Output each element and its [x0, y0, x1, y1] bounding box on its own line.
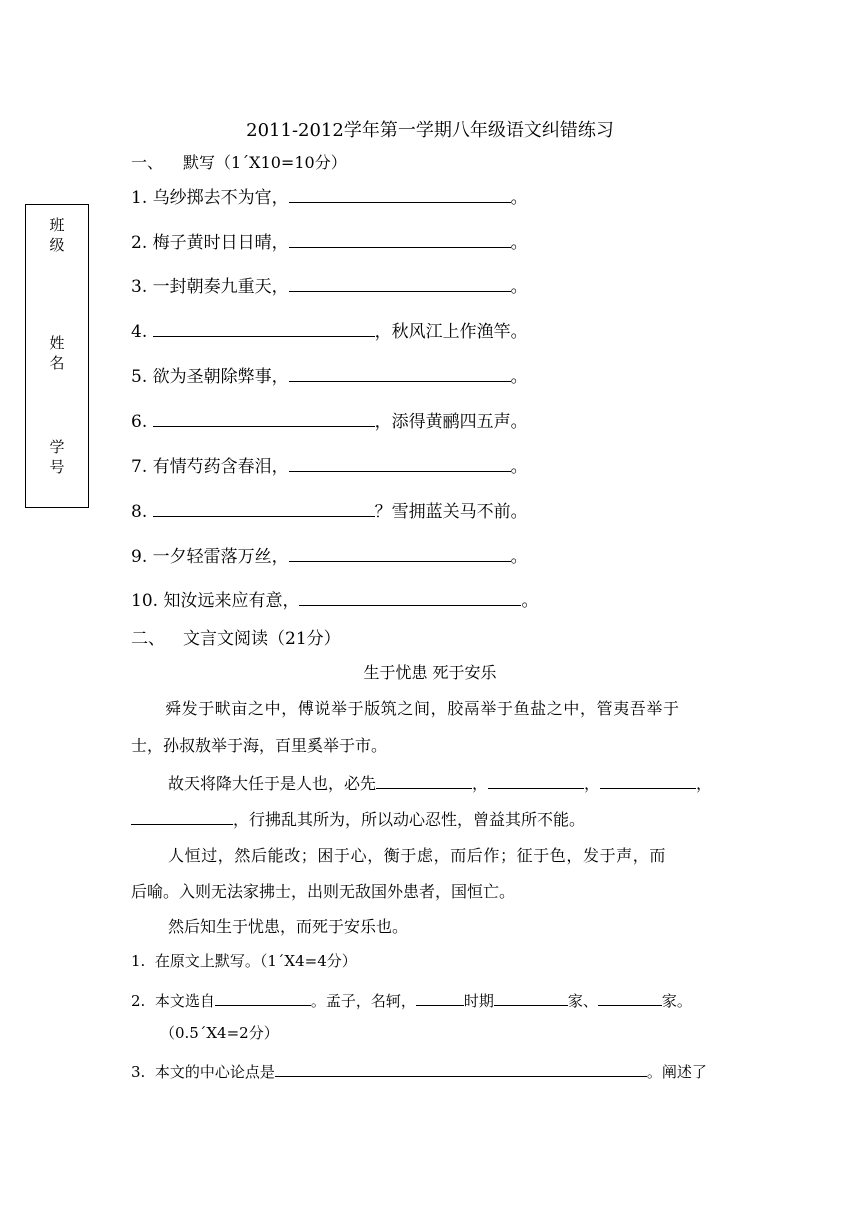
answer-blank[interactable]: [289, 273, 511, 292]
passage-paragraph: 后喻。入则无法家拂士，出则无敌国外患者，国恒亡。: [131, 882, 516, 901]
dictation-item: 3. 一封朝奏九重天， 。: [131, 273, 528, 299]
answer-blank[interactable]: [289, 229, 511, 248]
answer-blank[interactable]: [289, 453, 511, 472]
answer-blank[interactable]: [215, 987, 311, 1006]
class-label: 班 级: [49, 216, 65, 254]
question-3: 3. 本文的中心论点是 。阐述了: [131, 1058, 707, 1082]
answer-blank[interactable]: [494, 987, 568, 1006]
passage-paragraph: 人恒过，然后能改；困于心，衡于虑，而后作；征于色，发于声，而: [168, 846, 667, 865]
answer-blank[interactable]: [376, 770, 472, 789]
passage-paragraph: 士，孙叔敖举于海，百里奚举于市。: [131, 736, 388, 755]
dictation-item: 2. 梅子黄时日日晴， 。: [131, 229, 528, 255]
student-id-label: 学 号: [49, 438, 65, 476]
dictation-item: 8. ？雪拥蓝关马不前。: [131, 498, 528, 524]
question-2: 2. 本文选自 。孟子，名轲， 时期 家、 家。: [131, 987, 692, 1011]
student-info-box: [25, 204, 89, 508]
passage-paragraph: 然后知生于忧患，而死于安乐也。: [168, 917, 409, 936]
dictation-item: 6. ，添得黄鹂四五声。: [131, 408, 528, 434]
question-2-score: （0.5´X4=2分）: [160, 1024, 279, 1042]
answer-blank[interactable]: [153, 408, 375, 427]
name-label: 姓 名: [49, 334, 65, 372]
dictation-item: 10. 知汝远来应有意， 。: [131, 587, 538, 613]
answer-blank[interactable]: [131, 806, 233, 825]
answer-blank[interactable]: [416, 987, 464, 1006]
answer-blank[interactable]: [275, 1058, 647, 1077]
passage-paragraph: ，行拂乱其所为，所以动心忍性，曾益其所不能。: [131, 806, 585, 830]
dictation-item: 7. 有情芍药含春泪， 。: [131, 453, 528, 479]
answer-blank[interactable]: [289, 543, 511, 562]
question-1: 1. 在原文上默写。（1´X4=4分）: [131, 952, 357, 970]
dictation-item: 4. ，秋风江上作渔竿。: [131, 318, 528, 344]
dictation-item: 9. 一夕轻雷落万丝， 。: [131, 543, 528, 569]
passage-title: 生于忧患 死于安乐: [363, 663, 497, 682]
answer-blank[interactable]: [289, 363, 511, 382]
section1-heading: 一、 默写（1´X10=10分）: [131, 153, 347, 172]
page-title: 2011-2012学年第一学期八年级语文纠错练习: [246, 120, 614, 141]
passage-paragraph: 故天将降大任于是人也，必先 ， ， ，: [168, 770, 712, 794]
answer-blank[interactable]: [153, 498, 375, 517]
answer-blank[interactable]: [289, 184, 511, 203]
answer-blank[interactable]: [299, 587, 521, 606]
answer-blank[interactable]: [600, 770, 696, 789]
section2-heading: 二、 文言文阅读（21分）: [131, 629, 341, 649]
answer-blank[interactable]: [488, 770, 584, 789]
dictation-item: 5. 欲为圣朝除弊事， 。: [131, 363, 528, 389]
passage-paragraph: 舜发于畎亩之中，傅说举于版筑之间，胶鬲举于鱼盐之中，管夷吾举于: [165, 699, 680, 718]
dictation-item: 1. 乌纱掷去不为官， 。: [131, 184, 528, 210]
answer-blank[interactable]: [153, 318, 375, 337]
answer-blank[interactable]: [598, 987, 662, 1006]
